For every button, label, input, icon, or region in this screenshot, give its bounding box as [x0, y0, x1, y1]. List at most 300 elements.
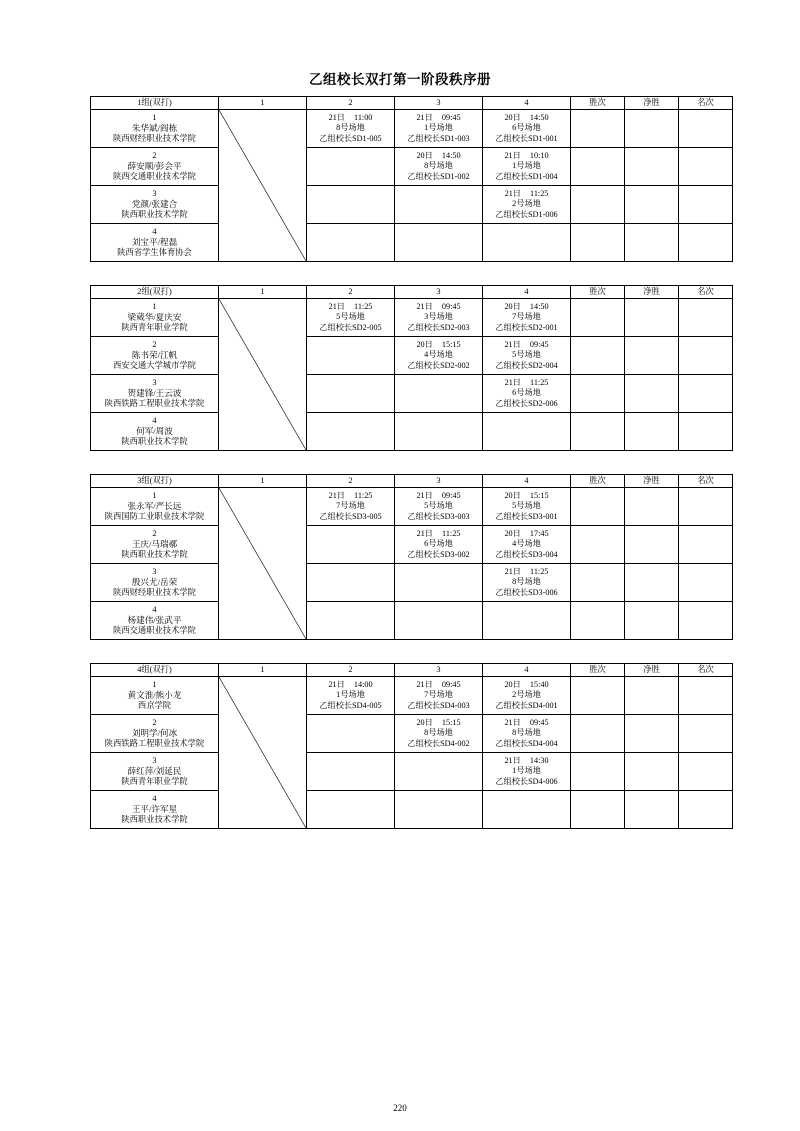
- match-time: 11:25: [530, 377, 549, 387]
- match-cell: [483, 564, 571, 602]
- match-datetime: [307, 113, 394, 124]
- netwins-cell: [625, 602, 679, 640]
- player-seed: 2: [152, 717, 157, 727]
- match-cell: [483, 677, 571, 715]
- wins-cell: [571, 148, 625, 186]
- match-time: 11:25: [530, 188, 549, 198]
- match-datetime: [395, 491, 482, 502]
- match-time: 09:45: [441, 679, 461, 689]
- round-header-2: 2: [307, 286, 395, 299]
- player-names: 薛红萍/刘延民: [127, 765, 182, 776]
- match-datetime: [483, 302, 570, 313]
- match-cell-empty: [307, 791, 395, 829]
- rank-cell: [679, 413, 733, 451]
- match-code: 乙组校长SD1-006: [495, 209, 558, 219]
- match-date: 21日: [328, 490, 345, 500]
- match-date: 21日: [416, 528, 433, 538]
- group-header: 3组(双打): [91, 475, 219, 488]
- match-court: 5号场地: [424, 501, 453, 511]
- match-time: 11:25: [442, 528, 461, 538]
- rank-cell: [679, 602, 733, 640]
- match-datetime: [395, 302, 482, 313]
- match-court: 7号场地: [336, 501, 365, 511]
- match-datetime: [395, 340, 482, 351]
- group-header: 4组(双打): [91, 664, 219, 677]
- match-cell: [395, 488, 483, 526]
- match-code: 乙组校长SD4-006: [495, 776, 558, 786]
- rank-cell: [679, 299, 733, 337]
- match-date: 21日: [416, 112, 433, 122]
- match-datetime: [483, 529, 570, 540]
- table-row: [91, 602, 733, 640]
- match-court: 8号场地: [336, 123, 365, 133]
- player-club: 陕西铁路工程职业技术学院: [104, 398, 205, 408]
- match-date: 21日: [416, 490, 433, 500]
- group-table-2: [90, 285, 733, 451]
- match-court: 6号场地: [512, 388, 541, 398]
- match-cell-empty: [395, 564, 483, 602]
- player-names: 何军/周波: [136, 425, 173, 436]
- match-datetime: [483, 680, 570, 691]
- round-header-1: 1: [219, 286, 307, 299]
- round-header-2: 2: [307, 97, 395, 110]
- round-header-4: 4: [483, 286, 571, 299]
- player-cell: [91, 375, 219, 413]
- match-time: 14:50: [529, 112, 549, 122]
- match-time: 11:25: [354, 490, 373, 500]
- match-cell: [395, 526, 483, 564]
- player-club: 西安交通大学城市学院: [113, 360, 196, 370]
- match-cell-empty: [395, 186, 483, 224]
- match-cell: [395, 337, 483, 375]
- match-cell: [395, 148, 483, 186]
- round-header-2: 2: [307, 475, 395, 488]
- match-code: 乙组校长SD1-004: [495, 171, 558, 181]
- match-time: 09:45: [529, 339, 549, 349]
- player-seed: 3: [152, 377, 157, 387]
- match-cell: [307, 677, 395, 715]
- match-court: 7号场地: [512, 312, 541, 322]
- match-court: 5号场地: [512, 501, 541, 511]
- player-cell: [91, 299, 219, 337]
- match-cell: [483, 299, 571, 337]
- match-code: 乙组校长SD4-002: [407, 738, 470, 748]
- rank-cell: [679, 110, 733, 148]
- wins-cell: [571, 299, 625, 337]
- match-cell-empty: [307, 715, 395, 753]
- match-cell-empty: [307, 413, 395, 451]
- match-court: 1号场地: [336, 690, 365, 700]
- round-header-3: 3: [395, 97, 483, 110]
- match-time: 09:45: [441, 490, 461, 500]
- stat-header-netwins: 净胜: [625, 286, 679, 299]
- table-row: [91, 375, 733, 413]
- table-row: [91, 677, 733, 715]
- match-cell-empty: [307, 148, 395, 186]
- player-club: 陕西职业技术学院: [121, 814, 188, 824]
- match-code: 乙组校长SD2-004: [495, 360, 558, 370]
- match-court: 5号场地: [512, 350, 541, 360]
- player-seed: 1: [152, 679, 157, 689]
- match-time: 11:00: [354, 112, 373, 122]
- player-club: 陕西财经职业技术学院: [113, 587, 196, 597]
- match-cell-empty: [483, 224, 571, 262]
- round-header-1: 1: [219, 475, 307, 488]
- match-cell: [307, 110, 395, 148]
- rank-cell: [679, 148, 733, 186]
- match-cell: [483, 337, 571, 375]
- netwins-cell: [625, 299, 679, 337]
- player-cell: [91, 186, 219, 224]
- wins-cell: [571, 224, 625, 262]
- match-date: 21日: [328, 679, 345, 689]
- page-title: 乙组校长双打第一阶段秩序册: [309, 72, 491, 87]
- match-court: 4号场地: [424, 350, 453, 360]
- match-time: 14:50: [529, 301, 549, 311]
- match-code: 乙组校长SD4-005: [319, 700, 382, 710]
- match-cell: [395, 715, 483, 753]
- player-names: 梁蒇华/夏庆安: [127, 311, 182, 322]
- round-header-2: 2: [307, 664, 395, 677]
- match-date: 21日: [504, 377, 521, 387]
- player-seed: 3: [152, 755, 157, 765]
- match-cell: [307, 299, 395, 337]
- player-club: 陕西交通职业技术学院: [113, 171, 196, 181]
- match-date: 21日: [504, 755, 521, 765]
- match-cell: [395, 299, 483, 337]
- match-code: 乙组校长SD3-002: [407, 549, 470, 559]
- match-cell: [483, 186, 571, 224]
- player-seed: 4: [152, 793, 157, 803]
- diagonal-line-icon: [219, 110, 306, 261]
- match-datetime: [483, 491, 570, 502]
- netwins-cell: [625, 224, 679, 262]
- match-time: 15:40: [529, 679, 549, 689]
- match-court: 7号场地: [424, 690, 453, 700]
- groups-container: [90, 96, 714, 829]
- player-club: 陕西国防工业职业技术学院: [104, 511, 205, 521]
- rank-cell: [679, 791, 733, 829]
- wins-cell: [571, 337, 625, 375]
- match-cell-empty: [395, 413, 483, 451]
- stat-header-rank: 名次: [679, 475, 733, 488]
- rank-cell: [679, 526, 733, 564]
- match-time: 14:30: [529, 755, 549, 765]
- match-cell: [483, 488, 571, 526]
- match-cell-empty: [395, 753, 483, 791]
- player-cell: [91, 337, 219, 375]
- stat-header-rank: 名次: [679, 97, 733, 110]
- player-seed: 1: [152, 112, 157, 122]
- match-datetime: [483, 151, 570, 162]
- diagonal-line-icon: [219, 677, 306, 828]
- match-court: 6号场地: [512, 123, 541, 133]
- wins-cell: [571, 602, 625, 640]
- player-club: 陕西交通职业技术学院: [113, 625, 196, 635]
- rank-cell: [679, 715, 733, 753]
- match-court: 8号场地: [512, 728, 541, 738]
- match-time: 11:25: [354, 301, 373, 311]
- player-club: 陕西青年职业学院: [121, 776, 188, 786]
- player-cell: [91, 110, 219, 148]
- player-seed: 2: [152, 339, 157, 349]
- player-club: 陕西财经职业技术学院: [113, 133, 196, 143]
- player-cell: [91, 413, 219, 451]
- wins-cell: [571, 753, 625, 791]
- match-cell-empty: [307, 224, 395, 262]
- diagonal-cell: [219, 299, 307, 451]
- match-date: 21日: [504, 566, 521, 576]
- match-court: 3号场地: [424, 312, 453, 322]
- match-datetime: [483, 567, 570, 578]
- wins-cell: [571, 791, 625, 829]
- netwins-cell: [625, 148, 679, 186]
- wins-cell: [571, 677, 625, 715]
- round-header-4: 4: [483, 664, 571, 677]
- netwins-cell: [625, 564, 679, 602]
- match-time: 17:45: [529, 528, 549, 538]
- group-table-3: [90, 474, 733, 640]
- match-court: 8号场地: [424, 161, 453, 171]
- player-club: 陕西青年职业学院: [121, 322, 188, 332]
- match-cell-empty: [307, 526, 395, 564]
- match-court: 5号场地: [336, 312, 365, 322]
- table-row: [91, 413, 733, 451]
- stat-header-rank: 名次: [679, 664, 733, 677]
- match-court: 2号场地: [512, 690, 541, 700]
- player-seed: 1: [152, 490, 157, 500]
- table-row: [91, 715, 733, 753]
- diagonal-line-icon: [219, 299, 306, 450]
- match-cell-empty: [395, 224, 483, 262]
- match-cell-empty: [307, 564, 395, 602]
- rank-cell: [679, 224, 733, 262]
- group-table-4: [90, 663, 733, 829]
- player-names: 党颜/张建合: [131, 198, 178, 209]
- match-code: 乙组校长SD3-005: [319, 511, 382, 521]
- round-header-3: 3: [395, 475, 483, 488]
- rank-cell: [679, 488, 733, 526]
- match-date: 21日: [504, 188, 521, 198]
- player-cell: [91, 791, 219, 829]
- group-header: 2组(双打): [91, 286, 219, 299]
- match-date: 20日: [504, 301, 521, 311]
- player-club: 陕西省学生体育协会: [117, 247, 192, 257]
- match-date: 20日: [416, 150, 433, 160]
- player-cell: [91, 564, 219, 602]
- match-date: 21日: [504, 717, 521, 727]
- player-names: 王庆/马瑞鄩: [131, 538, 178, 549]
- player-seed: 4: [152, 604, 157, 614]
- table-row: [91, 148, 733, 186]
- table-row: [91, 753, 733, 791]
- match-cell: [483, 526, 571, 564]
- table-row: [91, 564, 733, 602]
- match-court: 1号场地: [512, 161, 541, 171]
- table-header-row: [91, 475, 733, 488]
- match-cell: [483, 715, 571, 753]
- match-court: 4号场地: [512, 539, 541, 549]
- netwins-cell: [625, 753, 679, 791]
- netwins-cell: [625, 715, 679, 753]
- player-seed: 4: [152, 415, 157, 425]
- match-court: 6号场地: [424, 539, 453, 549]
- table-row: [91, 186, 733, 224]
- wins-cell: [571, 715, 625, 753]
- player-names: 薛安顺/彭会平: [127, 160, 182, 171]
- group-table-1: [90, 96, 733, 262]
- match-cell-empty: [483, 602, 571, 640]
- player-cell: [91, 602, 219, 640]
- netwins-cell: [625, 488, 679, 526]
- round-header-4: 4: [483, 475, 571, 488]
- match-court: 1号场地: [512, 766, 541, 776]
- stat-header-netwins: 净胜: [625, 664, 679, 677]
- match-time: 11:25: [530, 566, 549, 576]
- table-row: [91, 791, 733, 829]
- netwins-cell: [625, 413, 679, 451]
- table-row: [91, 224, 733, 262]
- match-code: 乙组校长SD2-001: [495, 322, 558, 332]
- page-number: 220: [393, 1103, 407, 1113]
- match-datetime: [395, 113, 482, 124]
- round-header-1: 1: [219, 664, 307, 677]
- table-row: [91, 299, 733, 337]
- match-court: 2号场地: [512, 199, 541, 209]
- table-row: [91, 526, 733, 564]
- rank-cell: [679, 186, 733, 224]
- match-datetime: [307, 302, 394, 313]
- round-header-4: 4: [483, 97, 571, 110]
- stat-header-netwins: 净胜: [625, 475, 679, 488]
- netwins-cell: [625, 526, 679, 564]
- round-header-1: 1: [219, 97, 307, 110]
- match-cell-empty: [395, 791, 483, 829]
- match-date: 21日: [328, 112, 345, 122]
- match-code: 乙组校长SD2-002: [407, 360, 470, 370]
- match-time: 09:45: [441, 301, 461, 311]
- player-cell: [91, 526, 219, 564]
- match-time: 15:15: [441, 717, 461, 727]
- player-club: 陕西职业技术学院: [121, 209, 188, 219]
- match-court: 1号场地: [424, 123, 453, 133]
- match-datetime: [395, 718, 482, 729]
- player-cell: [91, 148, 219, 186]
- match-date: 21日: [504, 150, 521, 160]
- stat-header-wins: 胜次: [571, 286, 625, 299]
- player-seed: 2: [152, 528, 157, 538]
- stat-header-wins: 胜次: [571, 97, 625, 110]
- table-row: [91, 337, 733, 375]
- match-datetime: [307, 680, 394, 691]
- player-club: 陕西职业技术学院: [121, 436, 188, 446]
- match-date: 20日: [416, 339, 433, 349]
- match-cell-empty: [483, 413, 571, 451]
- player-seed: 3: [152, 188, 157, 198]
- player-seed: 4: [152, 226, 157, 236]
- player-cell: [91, 224, 219, 262]
- match-date: 21日: [416, 301, 433, 311]
- match-code: 乙组校长SD3-001: [495, 511, 558, 521]
- match-code: 乙组校长SD1-003: [407, 133, 470, 143]
- match-datetime: [483, 113, 570, 124]
- match-date: 20日: [504, 679, 521, 689]
- wins-cell: [571, 564, 625, 602]
- match-cell: [307, 488, 395, 526]
- player-club: 陕西职业技术学院: [121, 549, 188, 559]
- player-cell: [91, 677, 219, 715]
- group-header: 1组(双打): [91, 97, 219, 110]
- rank-cell: [679, 677, 733, 715]
- netwins-cell: [625, 791, 679, 829]
- player-names: 刘宝平/程磊: [131, 236, 178, 247]
- match-datetime: [395, 151, 482, 162]
- netwins-cell: [625, 110, 679, 148]
- match-code: 乙组校长SD1-002: [407, 171, 470, 181]
- player-names: 刘明学/何冰: [131, 727, 178, 738]
- match-datetime: [395, 680, 482, 691]
- table-header-row: [91, 664, 733, 677]
- match-date: 21日: [416, 679, 433, 689]
- match-cell: [483, 753, 571, 791]
- match-cell: [483, 148, 571, 186]
- diagonal-cell: [219, 677, 307, 829]
- match-cell-empty: [307, 375, 395, 413]
- player-names: 贺建锋/王云波: [127, 387, 182, 398]
- player-seed: 3: [152, 566, 157, 576]
- stat-header-rank: 名次: [679, 286, 733, 299]
- rank-cell: [679, 564, 733, 602]
- match-time: 09:45: [441, 112, 461, 122]
- wins-cell: [571, 186, 625, 224]
- stat-header-netwins: 净胜: [625, 97, 679, 110]
- match-cell: [483, 375, 571, 413]
- stat-header-wins: 胜次: [571, 475, 625, 488]
- player-names: 陈书荣/江帆: [131, 349, 178, 360]
- match-time: 14:50: [441, 150, 461, 160]
- netwins-cell: [625, 677, 679, 715]
- match-time: 10:10: [529, 150, 549, 160]
- match-datetime: [483, 340, 570, 351]
- match-cell-empty: [395, 375, 483, 413]
- match-code: 乙组校长SD3-003: [407, 511, 470, 521]
- match-cell-empty: [483, 791, 571, 829]
- player-seed: 2: [152, 150, 157, 160]
- match-code: 乙组校长SD2-005: [319, 322, 382, 332]
- player-names: 黄文淮/熊小龙: [127, 689, 182, 700]
- match-code: 乙组校长SD4-004: [495, 738, 558, 748]
- match-code: 乙组校长SD1-005: [319, 133, 382, 143]
- match-code: 乙组校长SD2-006: [495, 398, 558, 408]
- match-cell: [483, 110, 571, 148]
- match-code: 乙组校长SD4-001: [495, 700, 558, 710]
- diagonal-cell: [219, 110, 307, 262]
- wins-cell: [571, 110, 625, 148]
- match-court: 8号场地: [512, 577, 541, 587]
- player-names: 王平/许军星: [131, 803, 178, 814]
- match-date: 20日: [416, 717, 433, 727]
- match-time: 09:45: [529, 717, 549, 727]
- match-code: 乙组校长SD4-003: [407, 700, 470, 710]
- table-header-row: [91, 286, 733, 299]
- match-cell-empty: [307, 337, 395, 375]
- netwins-cell: [625, 375, 679, 413]
- player-seed: 1: [152, 301, 157, 311]
- rank-cell: [679, 753, 733, 791]
- player-club: 陕西铁路工程职业技术学院: [104, 738, 205, 748]
- rank-cell: [679, 375, 733, 413]
- wins-cell: [571, 488, 625, 526]
